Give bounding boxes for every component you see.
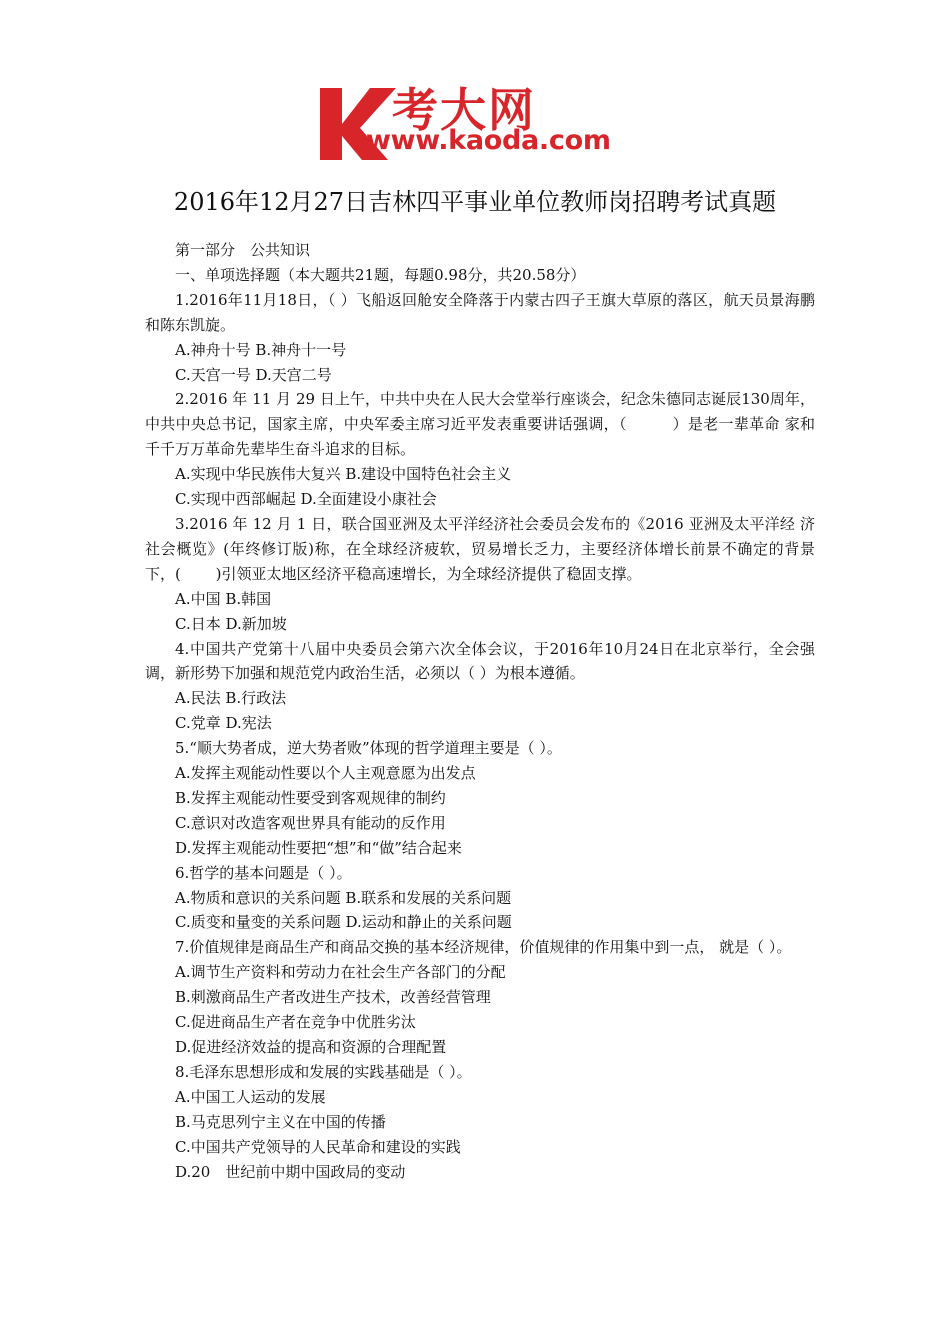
section-heading: 一、单项选择题（本大题共21题，每题0.98分，共20.58分） <box>175 265 586 284</box>
question-option: C.党章 D.宪法 <box>175 714 272 733</box>
question-stem: 4.中国共产党第十八届中央委员会第六次全体会议，于2016年10月24日在北京举行，全会强调，新形势下加强和规范党内政治生活，必须以（ ）为根本遵循。 <box>145 639 815 683</box>
question-option: B.刺激商品生产者改进生产技术，改善经营管理 <box>175 988 491 1007</box>
question-option: A.中国 B.韩国 <box>175 589 272 608</box>
question-stem: 8.毛泽东思想形成和发展的实践基础是（ ）。 <box>175 1062 472 1081</box>
question-stem: 3.2016 年 12 月 1 日，联合国亚洲及太平洋经济社会委员会发布的《2016 亚洲及太平洋经 济社会概览》(年终修订版)称，在全球经济疲软，贸易增长乏力，主要经济体增长前景不确定的背景下，( )引领亚太地区经济平稳高速增长，为全球经济提供了稳固支撑。 <box>145 514 815 583</box>
question-option: C.日本 D.新加坡 <box>175 614 287 633</box>
question-option: D.发挥主观能动性要把“想”和“做”结合起来 <box>175 838 462 857</box>
site-logo <box>316 80 646 162</box>
question-option: A.民法 B.行政法 <box>175 689 287 708</box>
logo-chinese-text: 考大网 <box>392 83 536 137</box>
question-stem: 7.价值规律是商品生产和商品交换的基本经济规律，价值规律的作用集中到一点， 就是（ ）。 <box>175 938 792 957</box>
question-stem: 1.2016年11月18日，（ ）飞船返回舱安全降落于内蒙古四子王旗大草原的落区，航天员景海鹏和陈东凯旋。 <box>145 290 815 334</box>
question-option: B.马克思列宁主义在中国的传播 <box>175 1112 386 1131</box>
question-option: A.实现中华民族伟大复兴 B.建设中国特色社会主义 <box>175 465 512 484</box>
question-option: C.促进商品生产者在竞争中优胜劣汰 <box>175 1013 416 1032</box>
question-option: C.中国共产党领导的人民革命和建设的实践 <box>175 1137 461 1156</box>
question-option: A.神舟十号 B.神舟十一号 <box>175 340 347 359</box>
question-option: B.发挥主观能动性要受到客观规律的制约 <box>175 788 446 807</box>
question-option: A.物质和意识的关系问题 B.联系和发展的关系问题 <box>175 888 512 907</box>
question-stem: 6.哲学的基本问题是（ ）。 <box>175 863 352 882</box>
question-option: D.促进经济效益的提高和资源的合理配置 <box>175 1038 447 1056</box>
question-option: A.调节生产资料和劳动力在社会生产各部门的分配 <box>175 963 506 982</box>
question-stem: 2.2016 年 11 月 29 日上午，中共中央在人民大会堂举行座谈会，纪念朱德同志诞辰130周年，中共中央总书记，国家主席，中央军委主席习近平发表重要讲话强调，（ ）是老一辈革命 家和千千万万革命先辈毕生奋斗追求的目标。 <box>145 390 815 459</box>
question-option: C.意识对改造客观世界具有能动的反作用 <box>175 813 446 832</box>
question-option: C.实现中西部崛起 D.全面建设小康社会 <box>175 490 437 509</box>
document-body <box>145 238 815 1184</box>
question-option: C.质变和量变的关系问题 D.运动和静止的关系问题 <box>175 913 512 932</box>
question-stem: 5.“顺大势者成，逆大势者败”体现的哲学道理主要是（ ）。 <box>175 739 562 758</box>
part-heading: 第一部分 公共知识 <box>175 241 311 259</box>
document-title: 2016年12月27日吉林四平事业单位教师岗招聘考试真题 <box>173 188 777 216</box>
question-option: D.20 世纪前中期中国政局的变动 <box>175 1162 406 1181</box>
question-option: C.天宫一号 D.天宫二号 <box>175 365 332 384</box>
question-option: A.发挥主观能动性要以个人主观意愿为出发点 <box>175 764 476 783</box>
question-option: A.中国工人运动的发展 <box>175 1087 326 1106</box>
logo-url-text: www.kaoda.com <box>366 125 611 156</box>
